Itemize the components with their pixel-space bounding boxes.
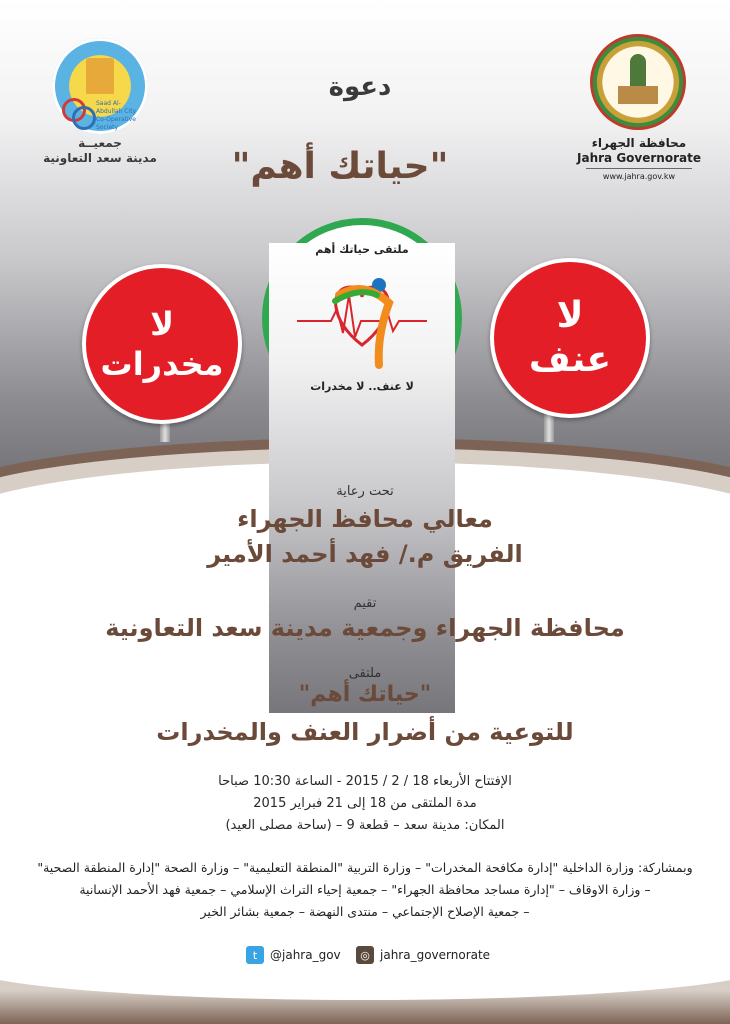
opening-info: الإفتتاح الأربعاء 18 / 2 / 2015 - الساعة 10:30 صباحا (218, 774, 512, 789)
left-caption-line1: جمعيــة (78, 136, 122, 150)
jahra-governorate-logo (590, 34, 686, 130)
forum-name: "حياتك أهم" (298, 682, 432, 707)
organizers-label: تقيم (353, 596, 377, 611)
tower-icon (86, 58, 114, 94)
palm-tree-icon (630, 54, 646, 90)
fort-icon (618, 86, 658, 104)
forum-subtitle: للتوعية من أضرار العنف والمخدرات (156, 718, 574, 746)
patronage-label: تحت رعاية (336, 484, 394, 499)
main-title: "حياتك أهم" (231, 146, 449, 187)
left-logo-caption (40, 136, 160, 166)
partners-line1: وبمشاركة: وزارة الداخلية "إدارة مكافحة المخدرات" – وزارة التربية "المنطقة التعليمية" – وزارة الصحة "إدارة المنطقة الصحية" (37, 860, 693, 875)
no-drugs-sign (82, 264, 242, 424)
twitter-handle[interactable] (246, 946, 341, 964)
twitter-text: @jahra_gov (270, 948, 341, 962)
forum-emblem (262, 218, 462, 418)
bottom-white-wave (0, 930, 730, 1000)
saad-coop-logo (52, 38, 148, 134)
invite-title: دعوة (328, 72, 392, 102)
twitter-icon: t (246, 946, 264, 964)
patronage-line1: معالي محافظ الجهراء (237, 505, 493, 533)
organizers-line: محافظة الجهراء وجمعية مدينة سعد التعاونية (105, 614, 625, 642)
sign-text: عنف (528, 339, 612, 380)
instagram-text: jahra_governorate (380, 948, 491, 962)
sign-text: لا (150, 305, 174, 343)
sign-text: لا (556, 295, 584, 336)
right-caption-ar: محافظة الجهراء (591, 136, 687, 150)
instagram-icon: ◎ (356, 946, 374, 964)
logo-text: Saad Al-Abdullah City Co-Operative Society (96, 100, 137, 131)
left-caption-line2: مدينة سعد التعاونية (43, 151, 157, 165)
location-info: المكان: مدينة سعد – قطعة 9 – (ساحة مصلى العيد) (225, 818, 505, 833)
patronage-line2: الفريق م./ فهد أحمد الأمير (207, 540, 523, 568)
right-logo-caption (574, 136, 704, 184)
right-caption-url: www.jahra.gov.kw (586, 168, 692, 184)
right-caption-en: Jahra Governorate (577, 151, 701, 165)
ring-icon (72, 106, 96, 130)
duration-info: مدة الملتقى من 18 إلى 21 فبراير 2015 (253, 796, 477, 811)
sign-text: مخدرات (100, 345, 224, 383)
emblem-bottom-text: لا عنف.. لا مخدرات (310, 380, 414, 393)
emblem-top-text: ملتقى حياتك أهم (269, 243, 455, 713)
instagram-handle[interactable] (356, 946, 490, 964)
no-violence-sign (490, 258, 650, 418)
partners-line3: – جمعية الإصلاح الإجتماعي – منتدى النهضة – جمعية بشائر الخير (200, 904, 530, 919)
partners-line2: – وزارة الاوقاف – "إدارة مساجد محافظة الجهراء" – جمعية إحياء التراث الإسلامي – جمعية فهد الأحمد الإنسانية (79, 882, 651, 897)
forum-label: ملتقى (348, 666, 382, 681)
